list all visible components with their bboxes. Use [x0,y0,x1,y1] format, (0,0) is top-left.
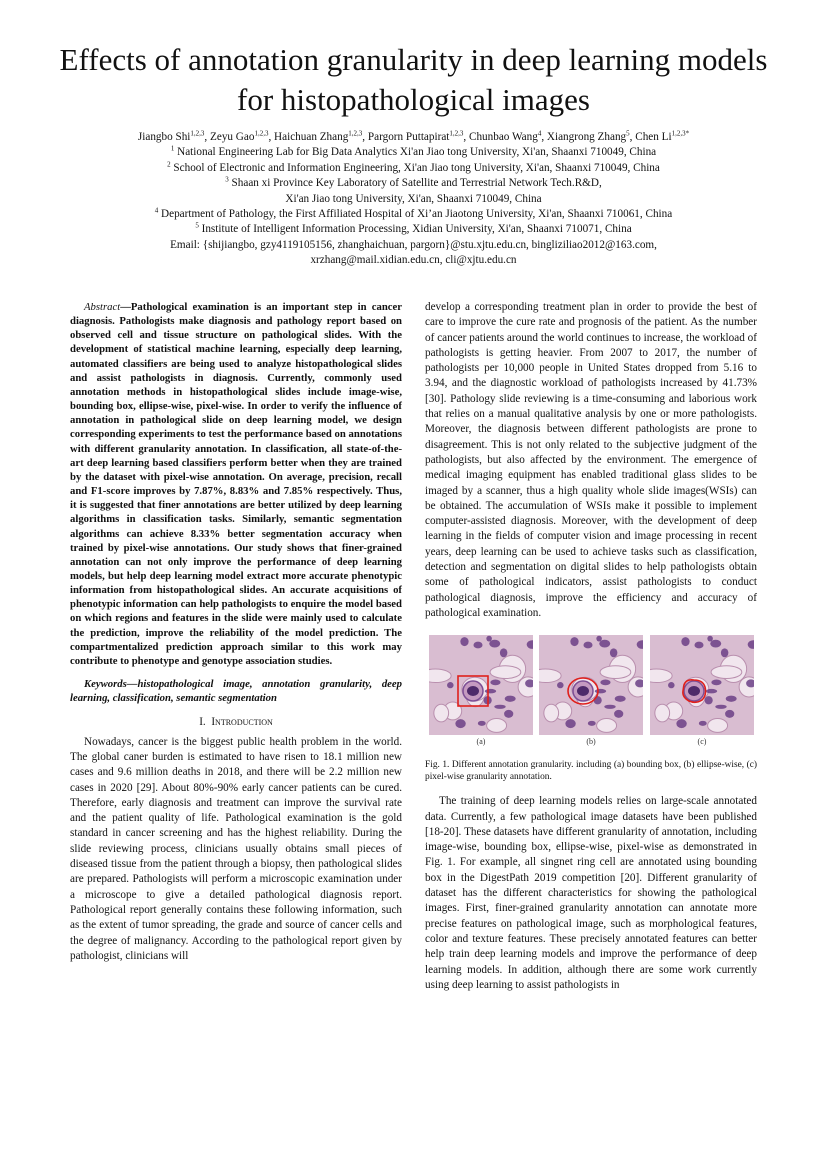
affiliation-text: School of Electronic and Information Engineering, Xi'an Jiao tong University, Xi'an, Shaanxi 710049, China [173,161,660,174]
author-name: Pargorn Puttapirat [367,131,450,143]
nucleus [594,696,602,704]
author-block [40,130,787,269]
author-affiliation-marker: 1,2,3 [449,129,464,138]
affiliation-marker: 3 [225,175,229,184]
nucleus [486,636,492,642]
histology-image [650,635,754,735]
nucleus [485,689,497,693]
vacuole [650,669,672,683]
author-name: Xiangrong Zhang [546,131,627,143]
nucleus [711,680,721,686]
nucleus [715,705,727,709]
nucleus [588,721,596,726]
figure-1 [425,633,757,751]
nucleus [599,640,610,648]
nucleus [500,649,507,658]
target-nucleus [467,686,479,696]
author-list: Jiangbo Shi$^{1,2,3}$, Zeyu Gao$^{1,2,3}$, Haichuan Zhang$^{1,2,3}$, Pargorn Puttapirat$^{1,2,3}$, Chunbao Wang$^4$, Xiangrong Zhang$^5$, Chen $Li^{1,2,3*}$ [137,129,690,143]
nucleus [694,642,703,649]
nucleus [490,680,500,686]
panel-label-a: (a) [476,737,486,747]
right-column [425,300,757,993]
nucleus [705,696,713,704]
author-affiliation-marker: 1,2,3 [348,129,363,138]
nucleus [676,719,686,728]
author-name: Chunbao Wang [469,131,538,143]
figure-panel-a [429,635,533,735]
target-nucleus [577,686,589,696]
section-title: Introduction [211,716,273,729]
author-affiliation-marker: 5 [626,129,630,138]
abstract [70,300,402,668]
author-name: Chen Li [635,131,672,143]
abstract-label: Abstract [84,301,121,313]
nucleus [505,696,516,702]
email-line: xrzhang@mail.xidian.edu.cn, cli@xjtu.edu.cn [310,254,517,267]
abstract-text: —Pathological examination is an important step in cancer diagnosis. Pathologists make diagnosis and pathology report based on observed cell and tissue structure on pathological slides. With the development of statistical machine learning, especially deep learning, automated classifiers are being used to analyze histopathological slides and assist pathologists in diagnosis. Currently, commonly used annotation methods in histopathological slides include image-wise, bounding box, ellipse-wise, pixel-wise. In order to verify the influence of annotation in pathological slide on deep learning model, we design corresponding experiments to test the performance based on annotations with different granularity annotation. In classification, all state-of-the-art deep learning based classifiers perform better when they are trained by the dataset with pixel-wise annotation. On average, precision, recall and F1-score improves by 7.87%, 8.83% and 7.85% respectively. Thus, it is suggested that finer annotations are better utilized by deep learning algorithms in classification tasks. Similarly, semantic segmentation algorithms can achieve 8.33% better segmentation accuracy when trained by pixel-wise annotations. Our study shows that finer-grained annotation can not only improve the performance of deep learning models, but help deep learning model extract more accurate phenotypic information from histopathological slides. An accurate acquisitions of phenotypic information can help pathologists to enquire the model based on which regions and features in the slide were mainly used to calculate the prediction, improve the reliability of the model prediction. The compartmentalized prediction approach similar to this work may contribute to phenotype and genotype association studies. [70,301,402,667]
nucleus [565,719,575,728]
vacuole [597,719,617,733]
figure-panel-b [539,635,643,735]
affiliation [40,176,787,191]
section-heading [70,715,402,730]
nucleus [494,705,506,709]
affiliation [40,161,787,176]
author-affiliation-marker: 1,2,3 [190,129,205,138]
author-name: Haichuan Zhang [274,131,349,143]
body-paragraph: develop a corresponding treatment plan in order to provide the best of care to improve the cure rate and prognosis of the patient. As the number of cancer patients around the world continues to increase, the workload of pathologists is getting heavier. From 2007 to 2017, the number of pathologists per 10,000 people in United States dropped from 5.16 to 3.94, and the diagnostic workload of pathologists increased by 41.73% [30]. Pathology slide reviewing is a time-consuming and laborious work that relies on a manual qualitative analysis by one or more pathologists. Moreover, the diagnosis between different pathologists are prone to disagreement. This is not only related to the subjective judgment of the pathologists, but also affected by the environment. The emergence of medical imaging equipment has enabled traditional glass slides to be imaged by a scanner, thus a high quality whole slide images(WSIs) can be obtained. The accumulation of WSIs make it possible to implement computer-assisted diagnosis. Moreover, with the development of deep learning in the fields of computer vision and image processing in recent years, deep learning can be used to achieve tasks such as classification, detection and segmentation on digital slides to help pathologists obtain some of pathological indicators, assist pathologists to conduct pathological diagnosis, improve the efficiency and accuracy of pathological examination. [425,301,757,619]
nucleus [721,649,728,658]
vacuole [708,719,728,733]
nucleus [668,682,675,688]
body-paragraph: The training of deep learning models relies on large-scale annotated data. Currently, a few pathological image datasets have been published [18-20]. These datasets have different granularity of annotation, including image-wise, bounding box, ellipse-wise, pixel-wise as demonstrated in Fig. 1. For example, all singnet ring cell are annotated using bounding box in the DigestPath 2019 competition [20]. Different granularity of dataset has the different characteristics for showing the pathological images. First, finer-grained granularity annotation can annotate more precise features on pathological image, such as morphological features, color and texture features. These precisely annotated features can better help train deep learning models and improve the performance of deep learning models. In addition, although there are some work currently using deep learning to assist pathologists in [425,795,757,991]
vacuole [544,704,559,722]
author-name: Zeyu Gao [210,131,255,143]
nucleus [615,696,626,702]
nucleus [489,640,500,648]
author-affiliation-marker: 1,2,3* [671,129,690,138]
vacuole [600,666,631,679]
nucleus [604,705,616,709]
affiliation [40,207,787,222]
nucleus [583,642,592,649]
vacuole [711,666,742,679]
affiliation-text: Department of Pathology, the First Affiliated Hospital of Xi’an Jiaotong University, Xi'an, Shaanxi 710061, China [161,208,673,221]
vacuole [487,719,507,733]
panel-label-b: (b) [586,737,596,747]
nucleus [706,689,718,693]
nucleus [596,636,602,642]
nucleus [504,710,513,718]
nucleus [681,637,689,646]
nucleus [614,710,623,718]
vacuole [539,669,561,683]
nucleus [600,680,610,686]
target-nucleus [688,686,700,696]
affiliation-marker: 4 [154,206,159,215]
section-number: I. [199,716,206,729]
affiliation-text: Xi'an Jiao tong University, Xi'an, Shaanxi 710049, China [285,192,542,205]
affiliation-text: Shaan xi Province Key Laboratory of Satellite and Terrestrial Network Tech.R&D, [231,177,602,190]
nucleus [699,721,707,726]
author-name: Jiangbo Shi [137,131,191,143]
author-affiliation-marker: 1,2,3 [254,129,269,138]
nucleus [478,721,486,726]
nucleus [460,637,468,646]
nucleus [725,710,734,718]
affiliation [40,192,787,207]
panel-label-c: (c) [697,737,707,747]
nucleus [595,689,607,693]
affiliation-text: National Engineering Lab for Big Data Analytics Xi'an Jiao tong University, Xi'an, Shaanxi 710049, China [177,146,657,159]
vacuole [429,669,451,683]
nucleus [473,642,482,649]
vacuole [655,704,670,722]
affiliation-marker: 5 [195,221,199,230]
affiliation-marker: 2 [167,160,171,169]
left-column [70,300,402,964]
nucleus [570,637,578,646]
email-line: Email: {shijiangbo, gzy4119105156, zhanghaichuan, pargorn}@stu.xjtu.edu.cn, bingliziliao2012@163.com, [170,238,657,251]
keywords: Keywords—histopathological image, annotation granularity, deep learning, classification, semantic segmentation [70,678,402,705]
nucleus [707,636,713,642]
affiliation [40,145,787,160]
intro-paragraph: Nowadays, cancer is the biggest public health problem in the world. The global caner burden is estimated to have risen to 18.1 million new cases and 9.6 million deaths in 2018, and there will be 2.2 million new cases in 2020 [29]. About 80%-90% early cancer patients can be cured. Therefore, early diagnosis and treatment can improve the survival rate and the patient quality of life. Pathological examination is the gold standard in cancer screening and has the highest reliability. During the slide reviewing process, clinicians usually obtains small pieces of diseased tissue from the patient through a biopsy, then pathological slides are prepared. Pathologists will perform a microscopic examination under a microscope to give a detailed pathological diagnosis report. Pathological report generally contains these following information, such as the extent of tumor spreading, the grade and source of cancer cells and the degree of malignancy. According to the pathological report given by pathologist, clinicians will [70,735,402,962]
paper-title: Effects of annotation granularity in deep learning models for histopathological images [59,42,768,117]
nucleus [726,696,737,702]
nucleus [610,649,617,658]
affiliation-list [40,145,787,237]
histology-image [539,635,643,735]
nucleus [557,682,564,688]
nucleus [455,719,465,728]
figure-caption: Fig. 1. Different annotation granularity. including (a) bounding box, (b) ellipse-wise, (c) pixel-wise granularity annotation. [425,760,757,783]
vacuole [490,666,521,679]
affiliation [40,222,787,237]
nucleus [447,682,454,688]
affiliation-text: Institute of Intelligent Information Processing, Xidian University, Xi'an, Shaanxi 710071, China [201,223,632,236]
nucleus [710,640,721,648]
histology-image [429,635,533,735]
author-affiliation-marker: 4 [537,129,542,138]
vacuole [434,704,449,722]
affiliation-marker: 1 [170,144,175,153]
figure-panel-c [650,635,754,735]
